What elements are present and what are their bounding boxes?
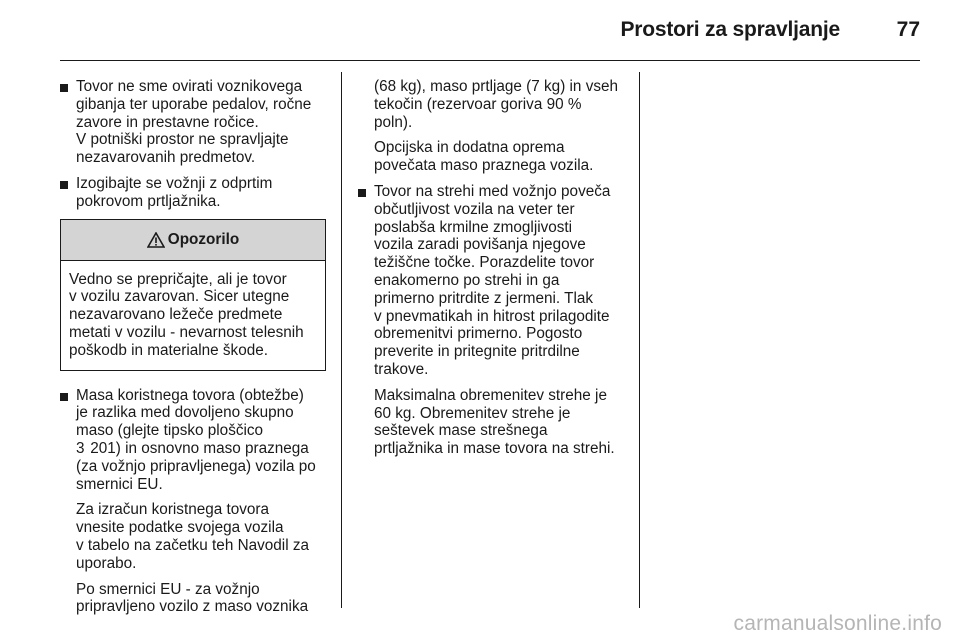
warning-title: Opozorilo (167, 230, 240, 248)
paragraph: Po smernici EU - za vožnjo pripravljeno vozilo z maso voznika (76, 580, 309, 616)
paragraph: Za izračun koristnega tovora vnesite podatke svojega vozila v tabelo na začetku teh Navodil za uporabo. (76, 501, 309, 572)
paragraph: (68 kg), maso prtljage (7 kg) in vseh tekočin (rezervoar goriva 90 % poln). (374, 78, 619, 131)
square-bullet-icon (60, 393, 68, 401)
column-divider-left (341, 72, 342, 608)
column-divider-right (639, 72, 640, 608)
paragraph: Opcijska in dodatna oprema povečata maso praznega vozila. (374, 139, 594, 175)
page-reference: 201) in osnovno maso praznega (86, 439, 309, 457)
warning-header (61, 220, 325, 261)
page-header (60, 18, 920, 58)
page-title: Prostori za spravljanje (620, 18, 840, 41)
list-item: Izogibajte se vožnji z odprtim pokrovom prtljažnika. (60, 175, 326, 211)
warning-body: Vedno se prepričajte, ali je tovor v vozilu zavarovan. Sicer utegne nezavarovano ležeče predmete metati v vozilu - nevarnost telesnih poškodb in materialne škode. (69, 270, 304, 359)
list-item: Masa koristnega tovora (obtežbe) je razlika med dovoljeno skupno maso (glejte tipsko ploščico 3 201) in osnovno maso praznega (za vožnjo pripravljenega) vozila po smernici EU. (60, 387, 326, 494)
warning-box (60, 219, 326, 371)
square-bullet-icon (358, 189, 366, 197)
list-item: Tovor ne sme ovirati voznikovega gibanja ter uporabe pedalov, ročne zavore in prestavne ročice. V potniški prostor ne spravljajte nezavarovanih predmetov. (60, 78, 326, 167)
paragraph: Maksimalna obremenitev strehe je 60 kg. Obremenitev strehe je seštevek mase strešnega prtljažnika in mase tovora na strehi. (374, 386, 615, 458)
reference-arrow-icon: 3 (76, 439, 85, 457)
column-1 (60, 78, 326, 624)
warning-triangle-icon (147, 232, 165, 248)
square-bullet-icon (60, 181, 68, 189)
list-item: Tovor na strehi med vožnjo poveča občutljivost vozila na veter ter poslabša krmilne zmogljivosti vozila zaradi povišanja njegove težiščne točke. Porazdelite tovor enakomerno po strehi in ga primerno pritrdite z jermeni. Tlak v pnevmatikah in hitrost prilagodite obremenitvi primerno. Pogosto preverite in pritegnite pritrdilne trakove. (358, 183, 624, 379)
square-bullet-icon (60, 84, 68, 92)
watermark[interactable]: carmanualsonline.info (733, 612, 942, 635)
page-number: 77 (896, 18, 920, 41)
column-2 (358, 78, 624, 466)
header-divider (60, 60, 920, 61)
